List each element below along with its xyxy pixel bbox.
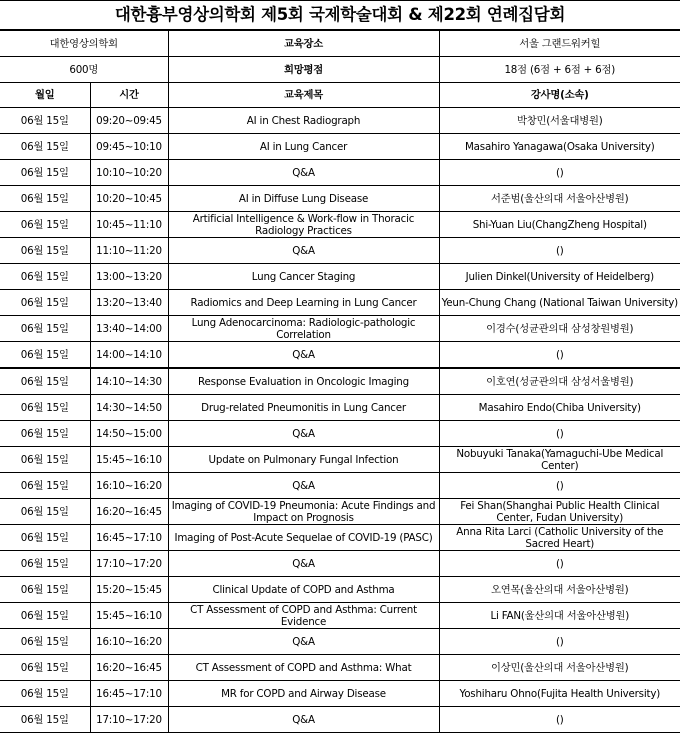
row-time: 10:10~10:20 [90,160,168,186]
row-speaker: () [439,473,680,499]
row-time: 15:45~16:10 [90,603,168,629]
row-date: 06월 15일 [0,577,90,603]
row-topic: Clinical Update of COPD and Asthma [168,577,439,603]
row-date: 06월 15일 [0,108,90,134]
row-time: 13:40~14:00 [90,316,168,342]
table-row [0,577,680,603]
table-row [0,342,680,369]
row-speaker: Nobuyuki Tanaka(Yamaguchi-Ube Medical Center) [439,447,680,473]
row-date: 06월 15일 [0,368,90,395]
row-speaker: 이경수(성균관의대 삼성창원병원) [439,316,680,342]
row-speaker: () [439,551,680,577]
table-row [0,395,680,421]
info-row-venue [0,31,680,57]
row-topic: Q&A [168,238,439,264]
row-date: 06월 15일 [0,499,90,525]
organizer-value: 대한영상의학회 [0,31,168,57]
row-time: 09:20~09:45 [90,108,168,134]
row-speaker: Masahiro Endo(Chiba University) [439,395,680,421]
row-topic: Q&A [168,421,439,447]
row-time: 16:10~16:20 [90,473,168,499]
table-row [0,421,680,447]
row-date: 06월 15일 [0,655,90,681]
row-topic: AI in Diffuse Lung Disease [168,186,439,212]
row-speaker: Yeun-Chung Chang (National Taiwan University) [439,290,680,316]
row-topic: CT Assessment of COPD and Asthma: What [168,655,439,681]
row-speaker: () [439,421,680,447]
row-date: 06월 15일 [0,421,90,447]
table-row [0,108,680,134]
row-time: 17:10~17:20 [90,707,168,733]
row-date: 06월 15일 [0,342,90,369]
header-time: 시간 [90,83,168,108]
row-topic: Q&A [168,707,439,733]
points-label: 희망평점 [168,57,439,83]
row-time: 10:45~11:10 [90,212,168,238]
info-row-points [0,57,680,83]
table-row [0,499,680,525]
row-time: 09:45~10:10 [90,134,168,160]
row-date: 06월 15일 [0,473,90,499]
row-topic: MR for COPD and Airway Disease [168,681,439,707]
row-time: 14:10~14:30 [90,368,168,395]
row-date: 06월 15일 [0,264,90,290]
row-date: 06월 15일 [0,395,90,421]
row-time: 17:10~17:20 [90,551,168,577]
row-topic: Imaging of Post-Acute Sequelae of COVID-19 (PASC) [168,525,439,551]
row-date: 06월 15일 [0,212,90,238]
row-time: 14:30~14:50 [90,395,168,421]
row-topic: AI in Chest Radiograph [168,108,439,134]
table-row [0,264,680,290]
row-time: 16:20~16:45 [90,499,168,525]
table-row [0,707,680,733]
row-topic: Lung Adenocarcinoma: Radiologic-pathologic Correlation [168,316,439,342]
row-date: 06월 15일 [0,629,90,655]
row-speaker: () [439,707,680,733]
venue-value: 서울 그랜드워커힐 [439,31,680,57]
schedule-table [0,30,680,733]
header-speaker: 강사명(소속) [439,83,680,108]
row-topic: Q&A [168,342,439,369]
row-topic: Drug-related Pneumonitis in Lung Cancer [168,395,439,421]
table-row [0,186,680,212]
row-topic: Q&A [168,473,439,499]
row-time: 16:10~16:20 [90,629,168,655]
row-speaker: Anna Rita Larci (Catholic University of the Sacred Heart) [439,525,680,551]
row-speaker: Masahiro Yanagawa(Osaka University) [439,134,680,160]
row-topic: Imaging of COVID-19 Pneumonia: Acute Findings and Impact on Prognosis [168,499,439,525]
row-speaker: 이호연(성균관의대 삼성서울병원) [439,368,680,395]
row-date: 06월 15일 [0,603,90,629]
table-row [0,368,680,395]
row-time: 14:00~14:10 [90,342,168,369]
row-date: 06월 15일 [0,681,90,707]
row-speaker: Li FAN(울산의대 서울아산병원) [439,603,680,629]
row-topic: Radiomics and Deep Learning in Lung Cancer [168,290,439,316]
row-topic: Artificial Intelligence & Work-flow in Thoracic Radiology Practices [168,212,439,238]
row-topic: CT Assessment of COPD and Asthma: Current Evidence [168,603,439,629]
table-row [0,525,680,551]
row-topic: AI in Lung Cancer [168,134,439,160]
row-topic: Update on Pulmonary Fungal Infection [168,447,439,473]
table-row [0,447,680,473]
row-speaker: 이상민(울산의대 서울아산병원) [439,655,680,681]
row-date: 06월 15일 [0,160,90,186]
row-date: 06월 15일 [0,707,90,733]
row-time: 13:20~13:40 [90,290,168,316]
row-time: 15:45~16:10 [90,447,168,473]
row-date: 06월 15일 [0,186,90,212]
row-time: 15:20~15:45 [90,577,168,603]
row-speaker: () [439,342,680,369]
row-date: 06월 15일 [0,316,90,342]
row-time: 10:20~10:45 [90,186,168,212]
row-speaker: Shi-Yuan Liu(ChangZheng Hospital) [439,212,680,238]
row-speaker: Fei Shan(Shanghai Public Health Clinical Center, Fudan University) [439,499,680,525]
row-time: 11:10~11:20 [90,238,168,264]
table-header-row [0,83,680,108]
attendees-value: 600명 [0,57,168,83]
table-row [0,316,680,342]
row-topic: Lung Cancer Staging [168,264,439,290]
table-row [0,655,680,681]
venue-label: 교육장소 [168,31,439,57]
row-time: 16:45~17:10 [90,681,168,707]
row-time: 16:20~16:45 [90,655,168,681]
row-date: 06월 15일 [0,238,90,264]
row-topic: Q&A [168,160,439,186]
row-date: 06월 15일 [0,290,90,316]
table-row [0,551,680,577]
row-speaker: () [439,238,680,264]
row-speaker: 서준범(울산의대 서울아산병원) [439,186,680,212]
table-row [0,238,680,264]
row-date: 06월 15일 [0,134,90,160]
row-time: 14:50~15:00 [90,421,168,447]
row-topic: Q&A [168,551,439,577]
row-time: 16:45~17:10 [90,525,168,551]
points-value: 18점 (6점 + 6점 + 6점) [439,57,680,83]
page-title: 대한흉부영상의학회 제5회 국제학술대회 & 제22회 연례집담회 [0,0,680,30]
table-row [0,681,680,707]
table-row [0,212,680,238]
row-speaker: 오연목(울산의대 서울아산병원) [439,577,680,603]
row-date: 06월 15일 [0,551,90,577]
row-speaker: () [439,160,680,186]
table-row [0,629,680,655]
row-date: 06월 15일 [0,525,90,551]
row-speaker: () [439,629,680,655]
row-topic: Q&A [168,629,439,655]
row-speaker: 박창민(서울대병원) [439,108,680,134]
header-topic: 교육제목 [168,83,439,108]
table-row [0,290,680,316]
table-row [0,134,680,160]
table-row [0,603,680,629]
row-date: 06월 15일 [0,447,90,473]
row-speaker: Yoshiharu Ohno(Fujita Health University) [439,681,680,707]
row-topic: Response Evaluation in Oncologic Imaging [168,368,439,395]
row-speaker: Julien Dinkel(University of Heidelberg) [439,264,680,290]
table-row [0,473,680,499]
row-time: 13:00~13:20 [90,264,168,290]
header-date: 월일 [0,83,90,108]
table-row [0,160,680,186]
